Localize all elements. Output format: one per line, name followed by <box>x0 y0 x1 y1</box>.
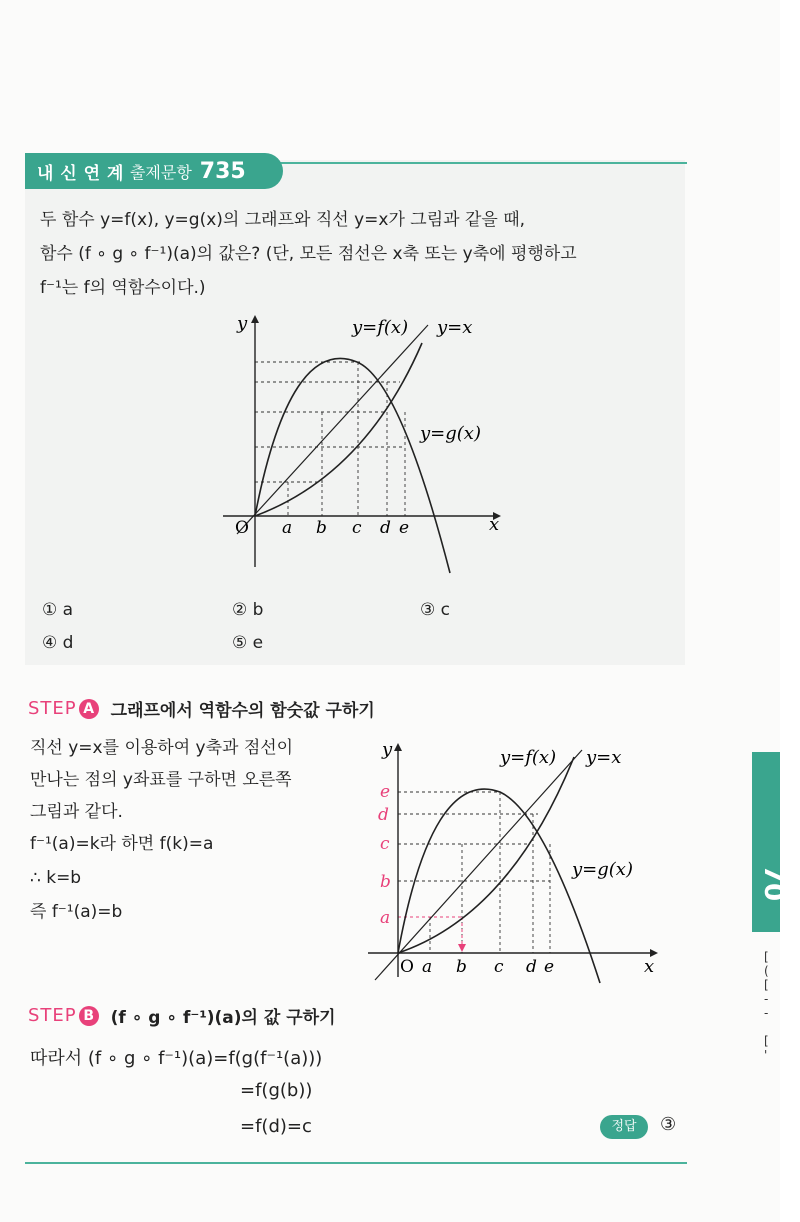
step-a-heading <box>28 696 375 721</box>
choice-2[interactable]: ② b <box>232 600 264 620</box>
badge-label: 출제문항 <box>129 162 192 182</box>
side-edge-text: [ ( [ - - [ ' <box>764 950 769 1062</box>
answer-value: ③ <box>660 1114 677 1135</box>
solution-b-arrow <box>458 944 466 952</box>
problem-graph <box>215 305 515 575</box>
step-b-title: (f ∘ g ∘ f⁻¹)(a)의 값 구하기 <box>110 1008 336 1028</box>
solution-ytick-b: b <box>380 872 391 892</box>
solution-ytick-e: e <box>380 782 391 802</box>
choice-1[interactable]: ① a <box>42 600 74 620</box>
solution-ytick-a: a <box>380 908 391 928</box>
step-a-line-4: f⁻¹(a)=k라 하면 f(k)=a <box>30 834 214 854</box>
problem-line-3: f⁻¹는 f의 역함수이다.) <box>40 278 206 298</box>
problem-y-arrow <box>251 315 259 323</box>
solution-y-arrow <box>394 743 402 751</box>
solution-graph <box>360 735 665 985</box>
badge-number: 735 <box>199 158 246 184</box>
step-b-letter: B <box>79 1006 99 1026</box>
step-a-line-3: 그림과 같다. <box>30 802 123 822</box>
bottom-rule <box>25 1162 687 1164</box>
solution-xtick-c: c <box>494 957 504 977</box>
problem-g-curve <box>255 343 422 516</box>
problem-tick-b: b <box>316 518 327 538</box>
solution-f-curve <box>398 789 600 983</box>
side-tab-number: 70 <box>758 864 789 902</box>
step-a-line-5: ∴ k=b <box>30 868 82 888</box>
answer-badge: 정답 <box>600 1115 648 1139</box>
solution-line-label: y=x <box>586 747 622 768</box>
solution-xtick-d: d <box>526 957 537 977</box>
problem-y-label: y <box>237 313 248 334</box>
problem-x-label: x <box>489 514 500 535</box>
step-b-heading <box>28 1003 336 1028</box>
problem-tick-a: a <box>282 518 293 538</box>
problem-f-label: y=f(x) <box>352 317 409 338</box>
page-edge <box>780 0 800 1222</box>
solution-xtick-e: e <box>544 957 555 977</box>
solution-xtick-a: a <box>422 957 433 977</box>
problem-tick-c: c <box>352 518 362 538</box>
problem-tick-d: d <box>380 518 391 538</box>
step-a-letter: A <box>79 699 99 719</box>
problem-origin-label: O <box>235 518 249 538</box>
problem-g-label: y=g(x) <box>420 423 481 444</box>
solution-g-label: y=g(x) <box>572 859 633 880</box>
solution-g-curve <box>398 757 574 953</box>
solution-identity-line <box>375 750 582 980</box>
step-a-title: 그래프에서 역함수의 함숫값 구하기 <box>110 701 375 721</box>
problem-line-2: 함수 (f ∘ g ∘ f⁻¹)(a)의 값은? (단, 모든 점선은 x축 또는 y축에 평행하고 <box>40 244 577 264</box>
step-a-line-6: 즉 f⁻¹(a)=b <box>30 902 123 922</box>
solution-origin-label: O <box>400 957 414 977</box>
problem-f-curve <box>255 358 450 573</box>
step-b-line-3: =f(d)=c <box>240 1116 312 1137</box>
solution-x-label: x <box>644 956 655 977</box>
step-b-line-1: 따라서 (f ∘ g ∘ f⁻¹)(a)=f(g(f⁻¹(a))) <box>30 1048 323 1069</box>
step-a-label: STEP <box>28 698 77 719</box>
badge-series: 내 신 연 계 <box>37 163 124 184</box>
solution-y-label: y <box>382 739 393 760</box>
step-b-line-2: =f(g(b)) <box>240 1080 313 1101</box>
problem-line-label: y=x <box>437 317 473 338</box>
choice-4[interactable]: ④ d <box>42 633 74 653</box>
choice-5[interactable]: ⑤ e <box>232 633 264 653</box>
solution-xtick-b: b <box>456 957 467 977</box>
solution-ytick-d: d <box>378 805 389 825</box>
problem-line-1: 두 함수 y=f(x), y=g(x)의 그래프와 직선 y=x가 그림과 같을 때, <box>40 210 526 230</box>
chapter-side-tab <box>752 752 780 932</box>
problem-tick-e: e <box>399 518 410 538</box>
step-a-line-1: 직선 y=x를 이용하여 y축과 점선이 <box>30 738 294 758</box>
solution-f-label: y=f(x) <box>500 747 557 768</box>
choice-3[interactable]: ③ c <box>420 600 450 620</box>
solution-ytick-c: c <box>380 834 390 854</box>
problem-identity-line <box>237 325 428 534</box>
problem-dashed-guides <box>255 362 405 516</box>
step-b-label: STEP <box>28 1005 77 1026</box>
step-a-line-2: 만나는 점의 y좌표를 구하면 오른쪽 <box>30 770 292 790</box>
problem-badge <box>25 153 283 189</box>
